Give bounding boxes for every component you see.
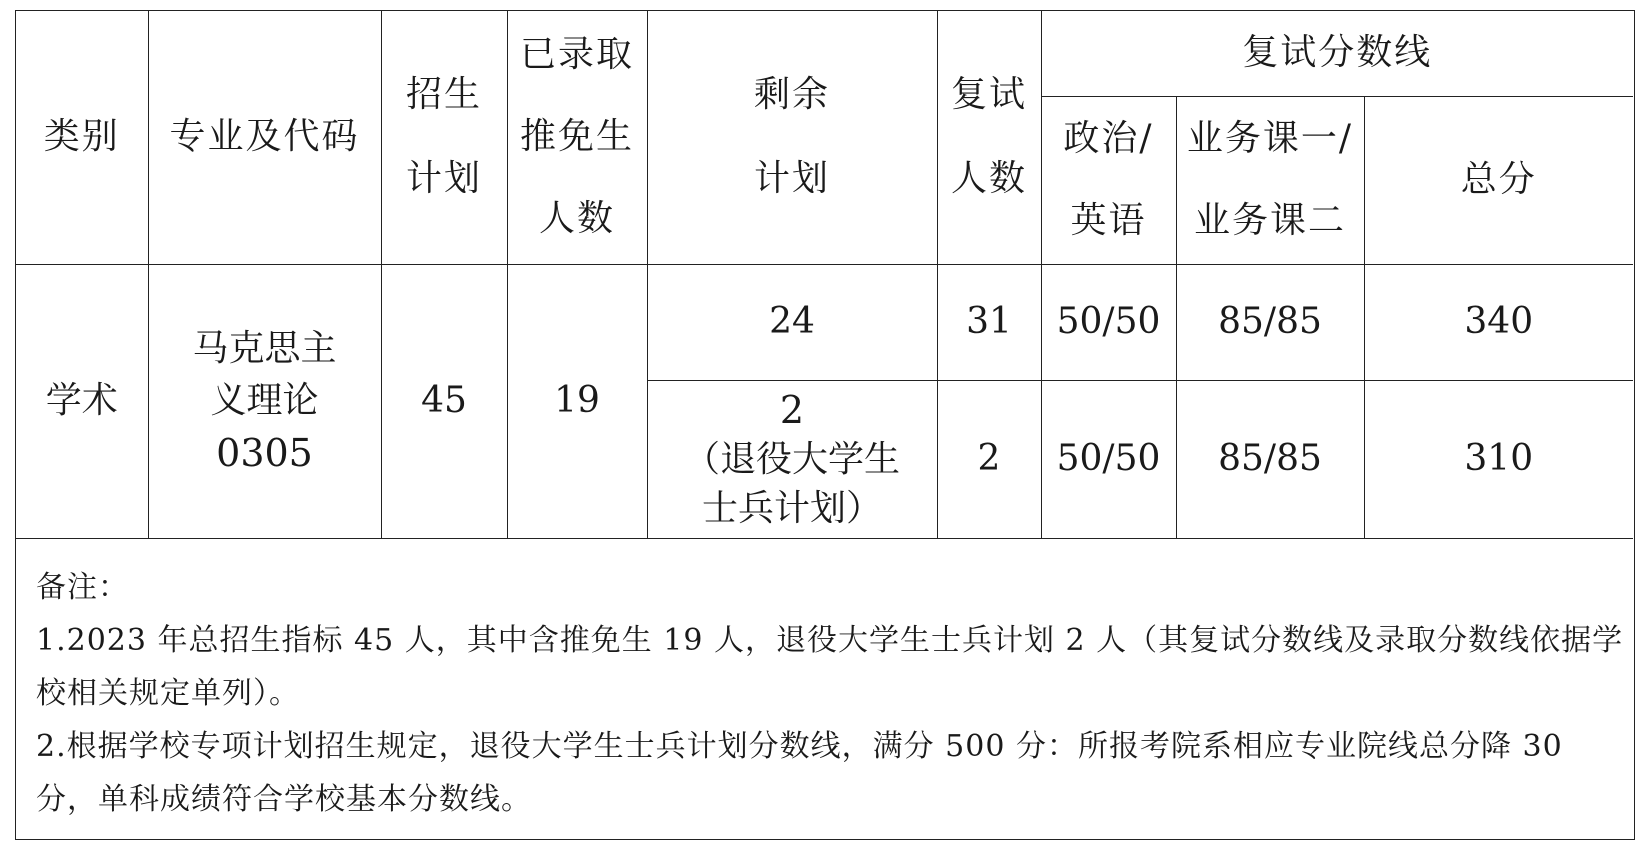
header-course-line1: 业务课一/ bbox=[1186, 118, 1354, 159]
remain-veteran-note-line1: （退役大学生 bbox=[683, 438, 900, 480]
cell-remain-veteran bbox=[647, 380, 937, 538]
header-total-label: 总分 bbox=[1460, 159, 1537, 200]
note-1: 1.2023 年总招生指标 45 人，其中含推免生 19 人，退役大学生士兵计划 2 人（其复试分数线及录取分数线依据学校相关规定单列）。 bbox=[36, 623, 1624, 711]
header-politics-line1: 政治/ bbox=[1063, 118, 1154, 159]
header-plan-line2: 计划 bbox=[405, 158, 482, 200]
header-remain bbox=[647, 11, 937, 264]
header-course bbox=[1176, 96, 1364, 264]
retest-general-value: 31 bbox=[966, 301, 1012, 342]
exempt-value: 19 bbox=[554, 380, 600, 421]
header-cutoff-label: 复试分数线 bbox=[1242, 32, 1433, 74]
cell-politics-general bbox=[1041, 264, 1176, 380]
admission-score-document bbox=[15, 10, 1635, 840]
score-table bbox=[16, 11, 1633, 539]
header-exempt-line2: 推免生 bbox=[519, 116, 634, 158]
header-politics bbox=[1041, 96, 1176, 264]
cell-category bbox=[16, 264, 148, 538]
cell-total-general bbox=[1364, 264, 1633, 380]
header-category-label: 类别 bbox=[43, 116, 120, 158]
cell-course-veteran bbox=[1176, 380, 1364, 538]
header-retest-line2: 人数 bbox=[950, 158, 1027, 200]
politics-veteran-value: 50/50 bbox=[1056, 438, 1161, 479]
cell-politics-veteran bbox=[1041, 380, 1176, 538]
notes-section bbox=[36, 561, 1626, 826]
politics-general-value: 50/50 bbox=[1056, 301, 1161, 342]
notes-title: 备注： bbox=[36, 570, 129, 605]
remain-veteran-value: 2 bbox=[779, 387, 805, 432]
header-plan bbox=[381, 11, 507, 264]
header-exempt-line1: 已录取 bbox=[519, 34, 634, 76]
header-total bbox=[1364, 96, 1633, 264]
major-line1: 马克思主 bbox=[192, 328, 337, 369]
table-row bbox=[16, 264, 1633, 380]
header-course-line2: 业务课二 bbox=[1193, 200, 1346, 241]
header-plan-line1: 招生 bbox=[405, 74, 482, 116]
remain-veteran-note-line2: 士兵计划） bbox=[701, 487, 882, 529]
header-retest bbox=[937, 11, 1041, 264]
header-exempt bbox=[507, 11, 647, 264]
major-code: 0305 bbox=[216, 431, 313, 475]
header-retest-line1: 复试 bbox=[950, 74, 1027, 116]
cell-total-veteran bbox=[1364, 380, 1633, 538]
cell-plan bbox=[381, 264, 507, 538]
course-general-value: 85/85 bbox=[1218, 301, 1322, 342]
category-value: 学术 bbox=[45, 380, 118, 421]
plan-value: 45 bbox=[421, 380, 467, 421]
cell-course-general bbox=[1176, 264, 1364, 380]
header-exempt-line3: 人数 bbox=[538, 198, 615, 240]
header-major-label: 专业及代码 bbox=[169, 116, 360, 158]
header-politics-line2: 英语 bbox=[1070, 200, 1147, 241]
header-major bbox=[148, 11, 381, 264]
cell-retest-general bbox=[937, 264, 1041, 380]
header-cutoff bbox=[1041, 11, 1633, 96]
total-general-value: 340 bbox=[1464, 301, 1534, 342]
remain-general-value: 24 bbox=[769, 301, 815, 342]
header-remain-line1: 剩余 bbox=[753, 74, 830, 116]
course-veteran-value: 85/85 bbox=[1218, 438, 1322, 479]
cell-remain-general bbox=[647, 264, 937, 380]
cell-retest-veteran bbox=[937, 380, 1041, 538]
cell-exempt bbox=[507, 264, 647, 538]
major-line2: 义理论 bbox=[210, 380, 319, 421]
retest-veteran-value: 2 bbox=[977, 438, 1001, 479]
total-veteran-value: 310 bbox=[1464, 438, 1534, 479]
header-remain-line2: 计划 bbox=[753, 158, 830, 200]
header-category bbox=[16, 11, 148, 264]
cell-major bbox=[148, 264, 381, 538]
note-2: 2.根据学校专项计划招生规定，退役大学生士兵计划分数线，满分 500 分：所报考院系相应专业院线总分降 30 分，单科成绩符合学校基本分数线。 bbox=[36, 729, 1563, 817]
